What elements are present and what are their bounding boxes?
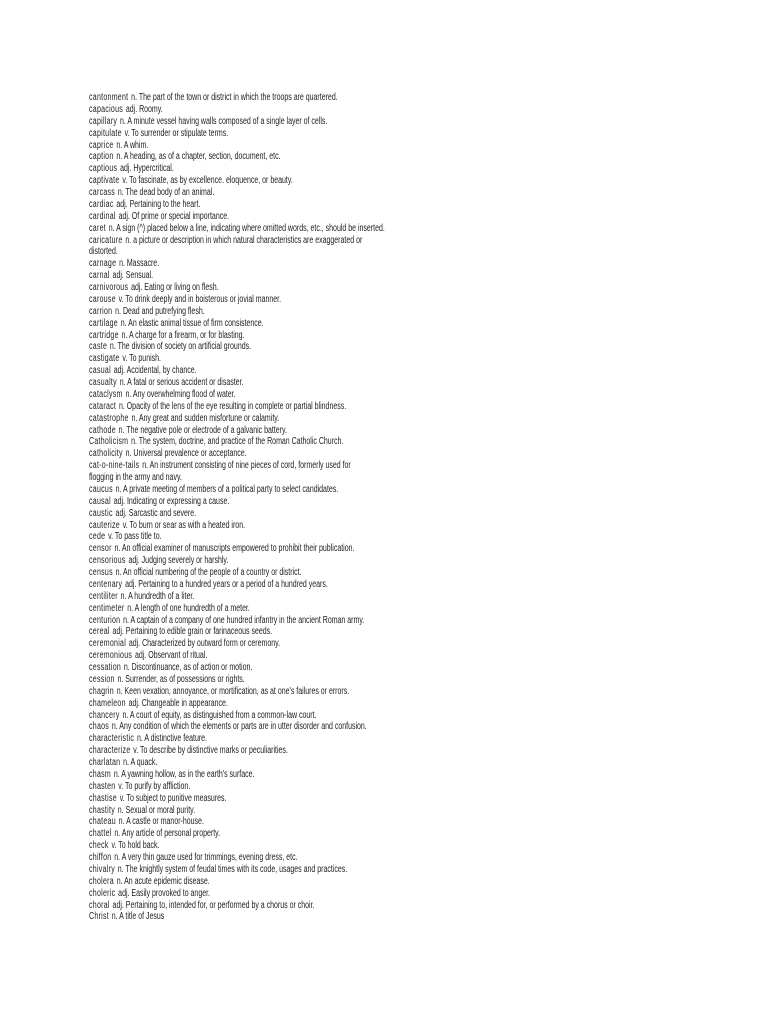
entry-term: capitulate — [89, 127, 122, 139]
entry-definition: n. a picture or description in which natural characteristics are exaggerated or — [125, 234, 363, 246]
entry-term: chastity — [89, 804, 115, 816]
entry-term: castigate — [89, 353, 120, 365]
dictionary-entry — [89, 128, 523, 140]
entry-definition: adj. Hypercritical. — [120, 163, 174, 175]
entry-definition: n. Universal prevalence or acceptance. — [125, 448, 247, 460]
entry-continuation — [89, 246, 523, 258]
entry-definition: adj. Of prime or special importance. — [118, 210, 230, 222]
dictionary-entry — [89, 615, 523, 627]
dictionary-entry — [89, 318, 523, 330]
dictionary-entry — [89, 733, 523, 745]
entry-term: carouse — [89, 293, 116, 305]
entry-term: capillary — [89, 115, 118, 127]
entry-term: choral — [89, 899, 110, 911]
entry-definition: flogging in the army and navy. — [89, 472, 182, 483]
entry-term: cat-o-nine-tails — [89, 460, 140, 472]
dictionary-entry — [89, 864, 523, 876]
dictionary-entry — [89, 365, 523, 377]
dictionary-entry — [89, 448, 523, 460]
entry-definition: adj. Characterized by outward form or ceremony. — [128, 638, 281, 650]
entry-term: chasm — [89, 768, 112, 780]
entry-term: cataract — [89, 400, 117, 412]
entry-term: ceremonial — [89, 638, 127, 650]
entry-definition: n. The dead body of an animal. — [117, 187, 215, 198]
entry-definition: n. An acute epidemic disease. — [116, 875, 210, 887]
entry-term: cataclysm — [89, 388, 123, 400]
entry-definition: n. A minute vessel having walls composed of a single layer of cells. — [119, 115, 328, 127]
entry-term: cantonment — [89, 92, 129, 103]
entry-definition: n. A court of equity, as distinguished from a common-law court. — [122, 709, 317, 721]
dictionary-entry — [89, 805, 523, 817]
entry-definition: v. To describe by distinctive marks or peculiarities. — [133, 745, 288, 757]
entry-term: cartridge — [89, 329, 119, 341]
dictionary-entry — [89, 92, 523, 104]
entry-term: cathode — [89, 424, 116, 436]
entry-definition: n. A length of one hundredth of a meter. — [127, 602, 250, 614]
entry-term: caste — [89, 341, 108, 353]
dictionary-entry — [89, 353, 523, 365]
entry-definition: n. A distinctive feature. — [136, 733, 208, 745]
dictionary-entry — [89, 674, 523, 686]
dictionary-entry — [89, 781, 523, 793]
dictionary-entry — [89, 163, 523, 175]
entry-term: caret — [89, 222, 106, 234]
entry-definition: n. A sign (^) placed below a line, indicating where omitted words, etc., should be inserted. — [108, 222, 385, 234]
entry-definition: n. The division of society on artificial grounds. — [109, 341, 252, 353]
entry-definition: n. A title of Jesus — [111, 911, 165, 923]
entry-term: captious — [89, 163, 118, 175]
entry-definition: n. Any article of personal property. — [114, 828, 221, 840]
dictionary-entry — [89, 223, 523, 235]
entry-definition: adj. Judging severely or harshly. — [128, 555, 229, 567]
entry-term: censorious — [89, 555, 126, 567]
entry-definition: n. A whim. — [116, 139, 149, 151]
entry-definition: adj. Sensual. — [112, 270, 154, 282]
entry-term: cauterize — [89, 519, 120, 531]
entry-term: catastrophe — [89, 412, 129, 424]
entry-term: cholera — [89, 875, 114, 887]
dictionary-entry — [89, 258, 523, 270]
dictionary-entry — [89, 104, 523, 116]
entry-term: centimeter — [89, 602, 125, 614]
entry-definition: v. To hold back. — [111, 840, 160, 852]
dictionary-entry — [89, 555, 523, 567]
dictionary-entry — [89, 828, 523, 840]
entry-definition: v. To surrender or stipulate terms. — [124, 127, 229, 139]
entry-definition: n. Massacre. — [119, 258, 160, 270]
dictionary-entry — [89, 211, 523, 223]
entry-definition: adj. Indicating or expressing a cause. — [113, 495, 230, 507]
entry-definition: n. A fatal or serious accident or disaster. — [119, 377, 244, 388]
entry-term: centenary — [89, 578, 123, 590]
entry-definition: v. To burn or sear as with a heated iron. — [122, 519, 246, 531]
dictionary-entry — [89, 496, 523, 508]
entry-definition: adj. Sarcastic and severe. — [115, 507, 197, 519]
dictionary-entry — [89, 852, 523, 864]
entry-definition: adj. Pertaining to edible grain or farinaceous seeds. — [112, 626, 273, 638]
entry-definition: v. To purify by affliction. — [118, 780, 191, 792]
entry-term: carnage — [89, 258, 117, 270]
entry-term: chasten — [89, 780, 116, 792]
entry-definition: n. An instrument consisting of nine pieces of cord, formerly used for — [142, 460, 351, 472]
dictionary-entry — [89, 140, 523, 152]
entry-definition: n. A very thin gauze used for trimmings, evening dress, etc. — [114, 852, 298, 863]
entry-term: Christ — [89, 911, 109, 923]
entry-term: centiliter — [89, 590, 118, 602]
entry-term: caucus — [89, 483, 113, 495]
entry-definition: adj. Roomy. — [125, 103, 163, 115]
dictionary-entry — [89, 745, 523, 757]
dictionary-entry — [89, 377, 523, 389]
entry-definition: n. Any overwhelming flood of water. — [125, 388, 236, 400]
entry-term: caustic — [89, 507, 113, 519]
entry-definition: adj. Changeable in appearance. — [128, 697, 228, 709]
entry-list — [89, 92, 523, 923]
entry-term: carcass — [89, 187, 116, 198]
entry-term: chiffon — [89, 852, 112, 863]
entry-definition: v. To drink deeply and in boisterous or jovial manner. — [118, 293, 282, 305]
dictionary-entry — [89, 579, 523, 591]
entry-definition: n. Sexual or moral purity. — [117, 804, 196, 816]
entry-term: cartilage — [89, 317, 118, 329]
entry-definition: n. A heading, as of a chapter, section, document, etc. — [116, 151, 281, 163]
entry-definition: n. A quack. — [123, 757, 158, 768]
entry-definition: n. An elastic animal tissue of firm consistence. — [120, 317, 264, 329]
dictionary-entry — [89, 341, 523, 353]
dictionary-entry — [89, 911, 523, 923]
entry-definition: n. Any great and sudden misfortune or calamity. — [131, 412, 280, 424]
entry-term: catholicity — [89, 448, 123, 460]
entry-term: cessation — [89, 662, 122, 673]
entry-definition: n. An official examiner of manuscripts empowered to prohibit their publication. — [114, 543, 355, 555]
dictionary-entry — [89, 235, 523, 247]
entry-definition: n. Discontinuance, as of action or motion. — [123, 662, 253, 673]
entry-definition: distorted. — [89, 246, 118, 258]
entry-term: choleric — [89, 887, 116, 899]
entry-term: carrion — [89, 305, 113, 317]
entry-term: ceremonious — [89, 650, 133, 662]
dictionary-entry — [89, 591, 523, 603]
entry-term: causal — [89, 495, 111, 507]
dictionary-entry — [89, 520, 523, 532]
dictionary-entry — [89, 484, 523, 496]
dictionary-entry — [89, 769, 523, 781]
entry-term: casualty — [89, 377, 117, 388]
entry-term: chivalry — [89, 863, 115, 875]
dictionary-entry — [89, 710, 523, 722]
dictionary-entry — [89, 721, 523, 733]
entry-definition: n. Any condition of which the elements or parts are in utter disorder and confusion. — [111, 721, 367, 733]
dictionary-entry — [89, 567, 523, 579]
entry-term: census — [89, 567, 113, 578]
dictionary-entry — [89, 330, 523, 342]
entry-term: chastise — [89, 792, 117, 804]
entry-term: charlatan — [89, 757, 121, 768]
entry-definition: v. To fascinate, as by excellence. eloquence, or beauty. — [122, 175, 293, 187]
dictionary-entry — [89, 626, 523, 638]
entry-definition: n. A charge for a firearm, or for blasting. — [121, 329, 245, 341]
entry-term: cede — [89, 531, 106, 543]
entry-definition: adj. Pertaining to, intended for, or performed by a chorus or choir. — [112, 899, 315, 911]
entry-term: chameleon — [89, 697, 126, 709]
entry-definition: n. A yawning hollow, as in the earth's surface. — [113, 768, 255, 780]
dictionary-entry — [89, 662, 523, 674]
entry-definition: v. To pass title to. — [108, 531, 162, 543]
entry-definition: n. The knightly system of feudal times with its code, usages and practices. — [117, 863, 348, 875]
entry-term: caption — [89, 151, 114, 163]
entry-term: censor — [89, 543, 112, 555]
dictionary-entry — [89, 306, 523, 318]
entry-term: chaos — [89, 721, 110, 733]
dictionary-entry — [89, 413, 523, 425]
entry-term: cession — [89, 673, 115, 685]
entry-term: carnal — [89, 270, 110, 282]
entry-term: cardinal — [89, 210, 116, 222]
dictionary-entry — [89, 460, 523, 472]
dictionary-entry — [89, 686, 523, 698]
dictionary-entry — [89, 425, 523, 437]
entry-term: cardiac — [89, 198, 114, 210]
entry-term: caricature — [89, 234, 123, 246]
entry-term: characteristic — [89, 733, 135, 745]
entry-definition: adj. Eating or living on flesh. — [131, 282, 219, 293]
dictionary-entry — [89, 698, 523, 710]
entry-term: chagrin — [89, 685, 114, 697]
entry-definition: adj. Accidental, by chance. — [113, 365, 197, 377]
dictionary-entry — [89, 531, 523, 543]
dictionary-entry — [89, 757, 523, 769]
entry-definition: n. Keen vexation, annoyance, or mortification, as at one's failures or errors. — [116, 685, 350, 697]
entry-definition: adj. Pertaining to the heart. — [116, 198, 201, 210]
entry-term: carnivorous — [89, 282, 129, 293]
entry-term: chateau — [89, 816, 116, 828]
dictionary-entry — [89, 900, 523, 912]
entry-term: Catholicism — [89, 436, 129, 448]
dictionary-entry — [89, 876, 523, 888]
entry-term: centurion — [89, 614, 121, 626]
dictionary-entry — [89, 543, 523, 555]
dictionary-entry — [89, 816, 523, 828]
entry-term: casual — [89, 365, 111, 377]
dictionary-entry — [89, 401, 523, 413]
dictionary-entry — [89, 187, 523, 199]
dictionary-entry — [89, 436, 523, 448]
dictionary-entry — [89, 888, 523, 900]
dictionary-entry — [89, 508, 523, 520]
dictionary-entry — [89, 603, 523, 615]
dictionary-entry — [89, 199, 523, 211]
entry-definition: n. An official numbering of the people of a country or district. — [115, 567, 302, 578]
entry-term: check — [89, 840, 109, 852]
entry-definition: v. To punish. — [122, 353, 162, 365]
dictionary-entry — [89, 151, 523, 163]
dictionary-entry — [89, 270, 523, 282]
entry-definition: n. A private meeting of members of a political party to select candidates. — [115, 483, 339, 495]
entry-definition: n. The system, doctrine, and practice of the Roman Catholic Church. — [131, 436, 344, 448]
entry-definition: n. Dead and putrefying flesh. — [115, 305, 205, 317]
entry-term: capacious — [89, 103, 124, 115]
entry-definition: n. A castle or manor-house. — [118, 816, 204, 828]
entry-definition: n. Surrender, as of possessions or rights. — [117, 673, 245, 685]
dictionary-entry — [89, 282, 523, 294]
entry-definition: n. Opacity of the lens of the eye resulting in complete or partial blindness. — [118, 400, 347, 412]
entry-definition: n. A hundredth of a liter. — [120, 590, 195, 602]
entry-definition: v. To subject to punitive measures. — [119, 792, 227, 804]
entry-definition: adj. Observant of ritual. — [134, 650, 208, 662]
dictionary-entry — [89, 638, 523, 650]
entry-definition: adj. Easily provoked to anger. — [118, 887, 211, 899]
entry-term: captivate — [89, 175, 120, 187]
entry-term: caprice — [89, 139, 114, 151]
dictionary-entry — [89, 175, 523, 187]
dictionary-entry — [89, 294, 523, 306]
entry-definition: adj. Pertaining to a hundred years or a period of a hundred years. — [125, 578, 328, 590]
dictionary-entry — [89, 650, 523, 662]
dictionary-entry — [89, 389, 523, 401]
dictionary-entry — [89, 840, 523, 852]
entry-term: chattel — [89, 828, 112, 840]
entry-term: cereal — [89, 626, 110, 638]
entry-definition: n. A captain of a company of one hundred infantry in the ancient Roman army. — [123, 614, 365, 626]
entry-continuation — [89, 472, 523, 484]
entry-term: characterize — [89, 745, 131, 757]
dictionary-entry — [89, 116, 523, 128]
entry-definition: n. The negative pole or electrode of a galvanic battery. — [118, 424, 287, 436]
entry-definition: n. The part of the town or district in which the troops are quartered. — [131, 92, 338, 103]
dictionary-entry — [89, 793, 523, 805]
entry-term: chancery — [89, 709, 120, 721]
